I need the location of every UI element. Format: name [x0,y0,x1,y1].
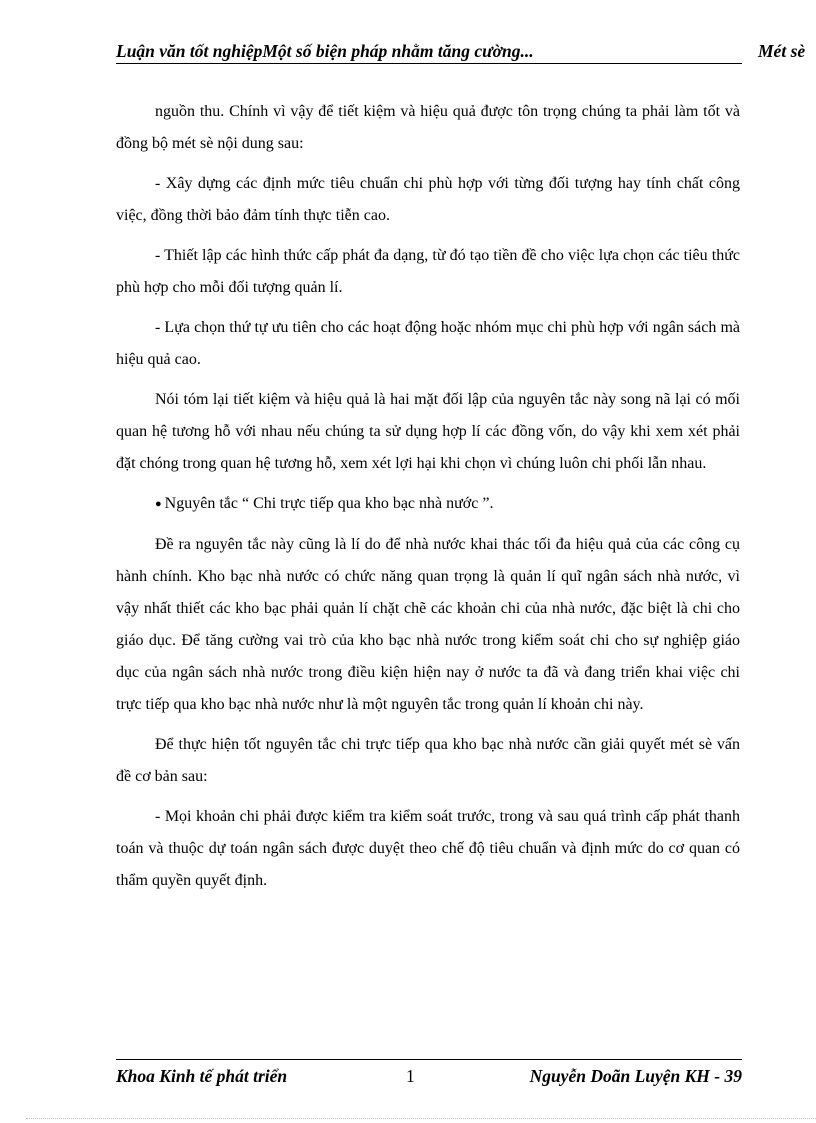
page-edge-divider [26,1118,816,1119]
paragraph-summary: Nói tóm lại tiết kiệm và hiệu quả là hai mặt đối lập của nguyên tắc này song nã lại có mối quan hệ tương hỗ với nhau nếu chúng ta sử dụng hợp lí các đồng vốn, do vậy khi xem xét phải đặt chóng trong quan hệ tương hỗ, xem xét lợi hại khi chọn vì chúng luôn chi phối lẫn nhau. [116,391,740,472]
footer-author: Nguyễn Doãn Luyện KH - 39 [529,1066,742,1086]
principle-heading-text: Nguyên tắc “ Chi trực tiếp qua kho bạc nhà nước ”. [164,495,494,512]
header-title: Luận văn tốt nghiệpMột số biện pháp nhằm tăng cường... [116,41,534,61]
page-footer [116,1064,742,1088]
paragraph-requirements: Để thực hiện tốt nguyên tắc chi trực tiếp qua kho bạc nhà nước cần giải quyết mét sè vấn đề cơ bản sau: [116,736,740,785]
page-header [116,40,816,62]
footer-rule [116,1059,742,1060]
paragraph-treasury-role: Đề ra nguyên tắc này cũng là lí do để nhà nước khai thác tối đa hiệu quả của các công cụ hành chính. Kho bạc nhà nước có chức năng quan trọng là quản lí quĩ ngân sách nhà nước, vì vậy nhất thiết các kho bạc phải quản lí chặt chẽ các khoản chi của nhà nước, đặc biệt là chi cho giáo dục. Để tăng cường vai trò của kho bạc nhà nước trong kiểm soát chi cho sự nghiệp giáo dục của ngân sách nhà nước trong điều kiện hiện nay ở nước ta đã và đang triển khai việc chi trực tiếp qua kho bạc nhà nước như là một nguyên tắc trong quản lí khoản chi này. [116,536,740,713]
bullet-icon: ● [155,498,162,510]
header-rule [116,63,742,64]
footer-department: Khoa Kinh tế phát triển [116,1066,288,1086]
header-right-text: Mét sè [758,41,806,61]
document-body [116,96,740,905]
paragraph-intro: nguồn thu. Chính vì vậy để tiết kiệm và hiệu quả được tôn trọng chúng ta phải làm tốt và đồng bộ mét sè nội dung sau: [116,103,740,152]
paragraph-item-allocation: - Thiết lập các hình thức cấp phát đa dạng, từ đó tạo tiền đề cho việc lựa chọn các tiêu thức phù hợp cho mỗi đối tượng quản lí. [116,247,740,296]
paragraph-item-norms: - Xây dựng các định mức tiêu chuẩn chi phù hợp với từng đối tượng hay tính chất công việc, đồng thời bảo đảm tính thực tiễn cao. [116,175,740,224]
bullet-principle-heading [116,488,740,529]
paragraph-item-control: - Mọi khoản chi phải được kiểm tra kiểm soát trước, trong và sau quá trình cấp phát thanh toán và thuộc dự toán ngân sách được duyệt theo chế độ tiêu chuẩn và định mức do cơ quan có thẩm quyền quyết định. [116,808,740,889]
paragraph-item-priority: - Lựa chọn thứ tự ưu tiên cho các hoạt động hoặc nhóm mục chi phù hợp với ngân sách mà hiệu quả cao. [116,319,740,368]
page-number: 1 [406,1066,415,1086]
